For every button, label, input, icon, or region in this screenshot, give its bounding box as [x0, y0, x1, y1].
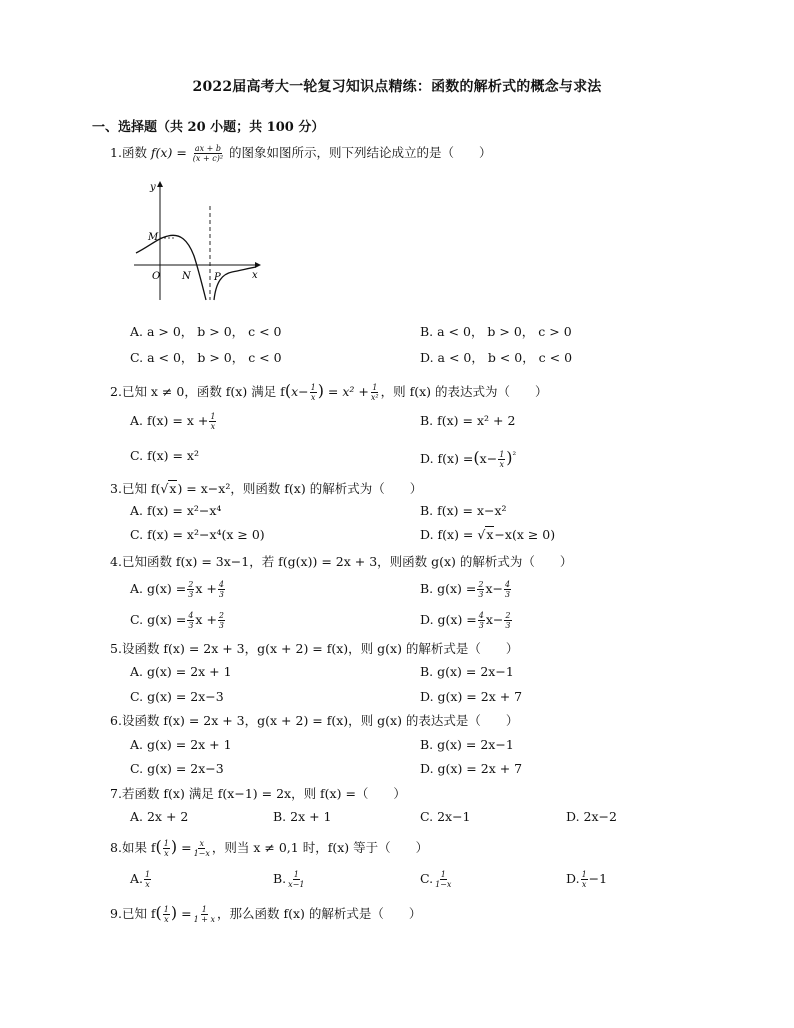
option-6a[interactable]: A. g(x) = 2x + 1	[130, 737, 232, 752]
option-7a[interactable]: A. 2x + 2	[130, 809, 189, 824]
label-p: P	[214, 272, 221, 283]
option-6b[interactable]: B. g(x) = 2x−1	[420, 737, 514, 752]
option-8a[interactable]: A. $\frac{1}{x}$	[130, 870, 151, 889]
function-graph	[128, 176, 268, 306]
curve-left	[136, 235, 206, 300]
option-8c[interactable]: C. $\frac{1}{1-x}$	[420, 870, 452, 889]
option-6c[interactable]: C. g(x) = 2x−3	[130, 761, 224, 776]
label-x: x	[252, 270, 258, 281]
option-5c[interactable]: C. g(x) = 2x−3	[130, 689, 224, 704]
option-2b[interactable]: B. f(x) = x² + 2	[420, 413, 516, 428]
option-5d[interactable]: D. g(x) = 2x + 7	[420, 689, 523, 704]
question-1: 1.函数 f(x) = $\frac{ax + b}{\text{(x + c)²}}$ 的图象如图所示，则下列结论成立的是（ ）	[110, 144, 492, 163]
option-2d[interactable]: D. f(x) =(x− $\frac{1}{x}$ )$^{^2}$	[420, 448, 517, 470]
question-number: 1.	[110, 145, 122, 160]
question-9: 9.已知 f( $\frac{1}{x}$ ) = $\frac{1}{1 + x}$ ，那么函数 f(x) 的解析式是（ ）	[110, 903, 422, 924]
option-3b[interactable]: B. f(x) = x−x²	[420, 503, 507, 518]
option-4b[interactable]: B. g(x) = $\frac{2}{3}$ x− $\frac{4}{3}$	[420, 580, 511, 599]
option-4d[interactable]: D. g(x) = $\frac{4}{3}$ x− $\frac{2}{3}$	[420, 611, 511, 630]
option-6d[interactable]: D. g(x) = 2x + 7	[420, 761, 523, 776]
option-5a[interactable]: A. g(x) = 2x + 1	[130, 664, 232, 679]
question-6: 6.设函数 f(x) = 2x + 3，g(x + 2) = f(x)，则 g(x) 的表达式是（ ）	[110, 713, 519, 728]
fraction: $\frac{1}{\text{x²}}$	[370, 383, 379, 402]
option-3a[interactable]: A. f(x) = x²−x⁴	[130, 503, 222, 518]
option-7d[interactable]: D. 2x−2	[566, 809, 617, 824]
question-3: 3.已知 f(√x) = x−x²，则函数 f(x) 的解析式为（ ）	[110, 481, 423, 496]
question-2: 2.已知 x ≠ 0，函数 f(x) 满足 f(x− $\frac{1}{x}$ ) = x² + $\frac{1}{\text{x²}}$ ，则 f(x) 的表达式为（ ）	[110, 381, 548, 402]
question-8: 8.如果 f( $\frac{1}{x}$ ) = $\frac{x}{1-x}$ ，则当 x ≠ 0,1 时，f(x) 等于（ ）	[110, 837, 429, 858]
question-4: 4.已知函数 f(x) = 3x−1，若 f(g(x)) = 2x + 3，则函数 g(x) 的解析式为（ ）	[110, 554, 573, 569]
option-3d[interactable]: D. f(x) = √x−x(x ≥ 0)	[420, 527, 556, 542]
label-m: M	[148, 232, 159, 243]
option-8b[interactable]: B. $\frac{1}{x-1}$	[273, 870, 305, 889]
option-1c[interactable]: C. a < 0， b > 0， c < 0	[130, 350, 282, 365]
option-1b[interactable]: B. a < 0， b > 0， c > 0	[420, 324, 572, 339]
section-heading: 一、选择题（共 20 小题；共 100 分）	[92, 120, 325, 135]
page-title: 2022届高考大一轮复习知识点精练：函数的解析式的概念与求法	[192, 79, 602, 95]
question-7: 7.若函数 f(x) 满足 f(x−1) = 2x，则 f(x) =（ ）	[110, 786, 406, 801]
fraction: $\frac{ax + b}{\text{(x + c)²}}$	[192, 144, 224, 163]
label-o: O	[152, 271, 161, 282]
label-n: N	[182, 271, 191, 282]
option-7b[interactable]: B. 2x + 1	[273, 809, 332, 824]
option-4a[interactable]: A. g(x) = $\frac{2}{3}$ x + $\frac{4}{3}$	[130, 580, 224, 599]
option-8d[interactable]: D. $\frac{1}{x}$ −1	[566, 870, 608, 889]
option-4c[interactable]: C. g(x) = $\frac{4}{3}$ x + $\frac{2}{3}$	[130, 611, 225, 630]
option-7c[interactable]: C. 2x−1	[420, 809, 471, 824]
question-5: 5.设函数 f(x) = 2x + 3，g(x + 2) = f(x)，则 g(x) 的解析式是（ ）	[110, 641, 519, 656]
fraction: $\frac{1}{x}$	[310, 383, 316, 402]
option-1d[interactable]: D. a < 0， b < 0， c < 0	[420, 350, 573, 365]
option-5b[interactable]: B. g(x) = 2x−1	[420, 664, 514, 679]
option-2a[interactable]: A. f(x) = x + $\frac{1}{x}$	[130, 412, 216, 431]
option-1a[interactable]: A. a > 0， b > 0， c < 0	[130, 324, 282, 339]
option-2c[interactable]: C. f(x) = x²	[130, 448, 199, 463]
option-3c[interactable]: C. f(x) = x²−x⁴(x ≥ 0)	[130, 527, 265, 542]
label-y: y	[150, 182, 156, 193]
